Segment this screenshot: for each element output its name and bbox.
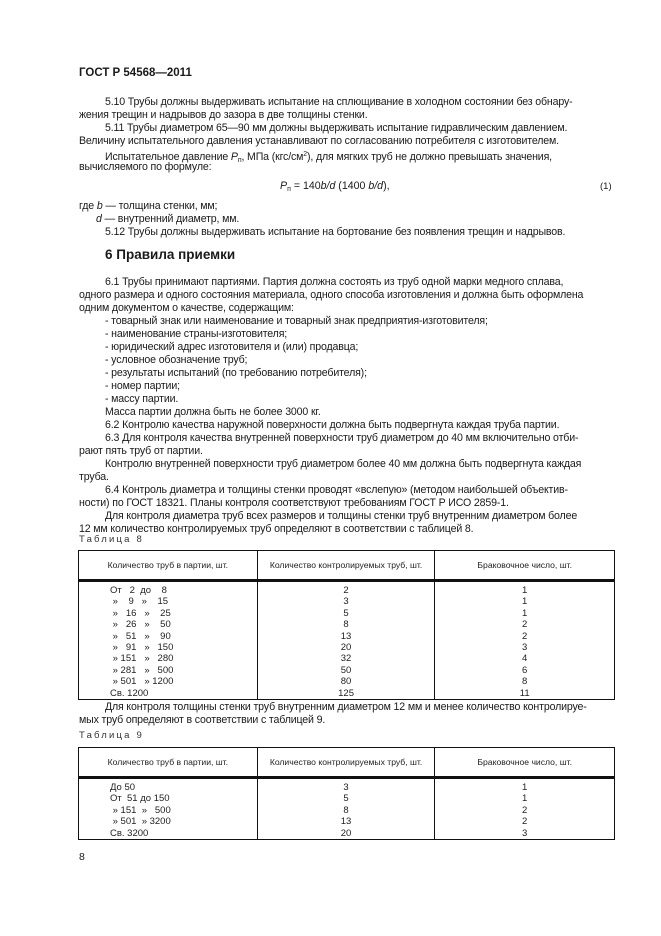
table-caption: Таблица 9 [79,730,144,741]
cell: 2 [435,816,615,827]
text-span: где [79,200,97,212]
cell: 50 [257,665,435,676]
cell: 3 [435,642,615,653]
list-item: - товарный знак или наименование и товарный знак предприятия-изготовителя; [105,315,488,327]
text-span: Испытательное давление [105,151,231,163]
table-row [79,581,615,597]
table-9 [78,747,615,840]
cell: 1 [435,778,615,794]
cell: 3 [257,778,435,794]
table-row [79,793,615,804]
cell: » 26 » 50 [79,619,258,630]
cell: » 16 » 25 [79,608,258,619]
text-line: 12 мм количество контролируемых труб определяют в соответствии с таблицей 8. [79,523,474,535]
text-span: ), [383,180,390,192]
column-header: Количество труб в партии, шт. [79,551,258,581]
cell: 6 [435,665,615,676]
table-row [79,688,615,700]
text-span: , МПа (кгс/см [241,151,304,163]
table-row [79,665,615,676]
table-caption: Таблица 8 [79,534,144,545]
cell: » 51 » 90 [79,631,258,642]
cell: 80 [257,676,435,687]
text-span: (1400 [335,180,369,192]
section-heading: 6 Правила приемки [105,247,236,262]
cell: От 51 до 150 [79,793,258,804]
cell: 5 [257,793,435,804]
text-line: жения трещин и надрывов до зазора в две толщины стенки. [79,109,368,121]
cell: 2 [435,631,615,642]
paragraph-6-4b: Для контроля диаметра труб всех размеров и толщины стенки труб внутренним диаметром более [105,510,578,522]
cell: 125 [257,688,435,700]
column-header: Браковочное число, шт. [435,748,615,778]
column-header: Количество труб в партии, шт. [79,748,258,778]
paragraph-table9-intro: Для контроля толщины стенки труб внутренним диаметром 12 мм и менее количество контролируе- [105,701,587,713]
cell: 13 [257,631,435,642]
symbol: b [96,200,103,212]
superscript: 2 [303,151,308,158]
table-row [79,642,615,653]
text-line: рают пять труб от партии. [79,445,203,457]
table-row [79,608,615,619]
cell: 3 [257,596,435,607]
formula [280,180,390,193]
column-header: Браковочное число, шт. [435,551,615,581]
text-line: ности) по ГОСТ 18321. Планы контроля соответствуют требованиям ГОСТ Р ИСО 2859-1. [79,497,509,509]
where-d [96,213,632,226]
cell: 32 [257,653,435,664]
cell: 2 [257,581,435,597]
cell: 8 [435,676,615,687]
table-header-row [79,551,615,581]
column-header: Количество контролируемых труб, шт. [257,551,435,581]
symbol: b/d [368,180,384,192]
cell: 8 [257,805,435,816]
cell: 1 [435,596,615,607]
table-row [79,596,615,607]
page-number: 8 [79,851,85,863]
paragraph-6-3b: Контролю внутренней поверхности труб диаметром более 40 мм должна быть подвергнута каждая [105,458,582,470]
cell: 2 [435,805,615,816]
paragraph-6-3: 6.3 Для контроля качества внутренней поверхности труб диаметром до 40 мм включительно отби- [105,432,579,444]
table-row [79,653,615,664]
table-8 [78,550,615,700]
subscript: п [287,186,291,193]
list-item: - номер партии; [105,380,180,392]
table-row [79,631,615,642]
cell: До 50 [79,778,258,794]
cell: 13 [257,816,435,827]
cell: 1 [435,608,615,619]
cell: 2 [435,619,615,630]
cell: От 2 до 8 [79,581,258,597]
paragraph-5-10 [79,96,615,109]
table-row [79,778,615,794]
list-item: - массу партии. [105,393,179,405]
table-header-row [79,748,615,778]
paragraph-6-4: 6.4 Контроль диаметра и толщины стенки проводят «вслепую» (методом наибольшей объектив- [105,484,568,496]
cell: Св. 1200 [79,688,258,700]
text-line: 5.10 Трубы должны выдерживать испытание на сплющивание в холодном состоянии без обнару- [105,96,573,108]
table-row [79,816,615,827]
cell: 11 [435,688,615,700]
cell: 8 [257,619,435,630]
cell: 4 [435,653,615,664]
text-line: одним документом о качестве, содержащим: [79,302,294,314]
cell: 20 [257,642,435,653]
cell: » 91 » 150 [79,642,258,653]
text-line: одного размера и одного состояния материала, одного способа изготовления и должна быть оформлена [79,289,584,301]
paragraph-6-1: 6.1 Трубы принимают партиями. Партия должна состоять из труб одной марки медного сплава, [105,276,564,288]
cell: » 281 » 500 [79,665,258,676]
paragraph-6-2: 6.2 Контролю качества наружной поверхности должна быть подвергнута каждая труба партии. [105,419,560,431]
cell: Св. 3200 [79,828,258,840]
text-line: вычисляемого по формуле: [79,161,212,173]
table-row [79,676,615,687]
cell: 3 [435,828,615,840]
symbol: P [280,180,288,192]
text-line: мых труб определяют в соответствии с таблицей 9. [79,714,326,726]
symbol: P [230,151,238,163]
cell: 5 [257,608,435,619]
cell: » 151 » 280 [79,653,258,664]
cell: 20 [257,828,435,840]
text-span: — внутренний диаметр, мм. [101,213,240,225]
equation-number: (1) [600,181,612,192]
document-header: ГОСТ Р 54568—2011 [79,67,192,79]
list-item: - юридический адрес изготовителя и (или) продавца; [105,341,359,353]
text-span: = 140 [290,180,321,192]
cell: 1 [435,793,615,804]
where-b [79,200,615,213]
text-span: — толщина стенки, мм; [102,200,218,212]
text-line: Величину испытательного давления устанавливают по согласованию потребителя с изготовителем. [79,135,559,147]
paragraph-mass: Масса партии должна быть не более 3000 кг. [105,406,321,418]
paragraph-5-12: 5.12 Трубы должны выдерживать испытание на бортование без появления трещин и надрывов. [105,226,566,238]
cell: » 501 » 3200 [79,816,258,827]
text-span: ), для мягких труб не должно превышать значения, [307,151,552,163]
symbol: d [96,213,102,225]
cell: 1 [435,581,615,597]
cell: » 151 » 500 [79,805,258,816]
table-row [79,619,615,630]
text-line: труба. [79,471,109,483]
symbol: b/d [320,180,336,192]
cell: » 9 » 15 [79,596,258,607]
list-item: - результаты испытаний (по требованию потребителя); [105,367,367,379]
subscript: п [237,157,242,164]
paragraph-5-11: 5.11 Трубы диаметром 65—90 мм должны выдерживать испытание гидравлическим давлением. [105,122,568,134]
cell: » 501 » 1200 [79,676,258,687]
table-row [79,805,615,816]
column-header: Количество контролируемых труб, шт. [257,748,435,778]
table-row [79,828,615,840]
list-item: - наименование страны-изготовителя; [105,328,288,340]
list-item: - условное обозначение труб; [105,354,248,366]
